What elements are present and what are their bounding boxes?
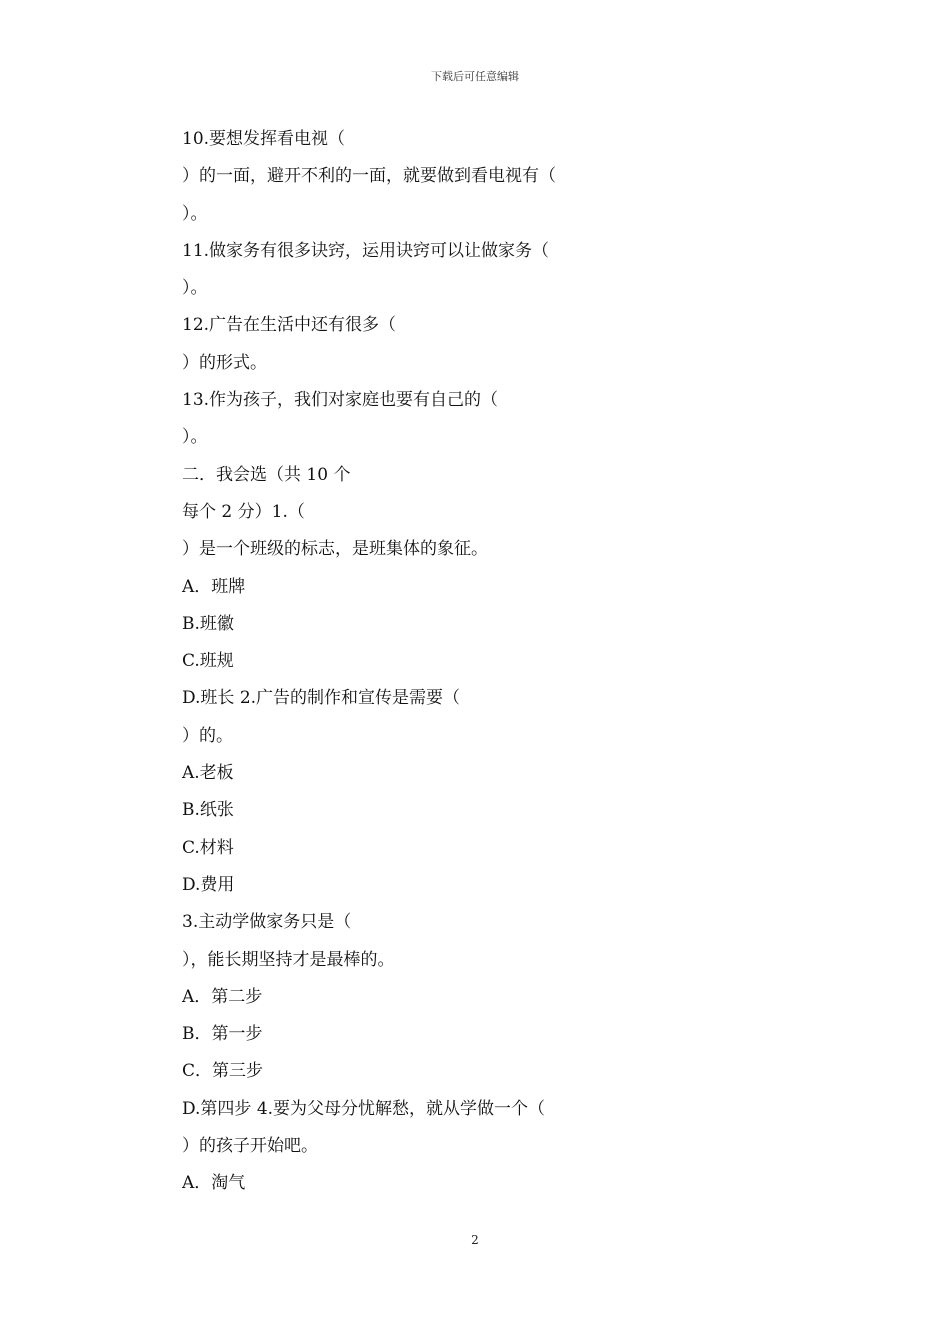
text-line: ）的。 [182,725,233,746]
text-line: ）。 [182,278,208,299]
text-line: ）是一个班级的标志，是班集体的象征。 [182,539,488,560]
option-line: D.班长 2.广告的制作和宣传是需要（ [182,688,461,709]
option-line: B.班徽 [182,613,234,634]
option-line: C．第三步 [182,1061,264,1082]
option-line: A.老板 [182,763,234,784]
option-line: C.班规 [182,651,234,672]
text-line: 12.广告在生活中还有很多（ [182,315,397,336]
text-line: ）的形式。 [182,352,267,373]
option-line: B.纸张 [182,800,234,821]
text-line: ）的一面，避开不利的一面，就要做到看电视有（ [182,166,556,187]
document-body [182,121,822,1203]
option-line: A．班牌 [182,576,246,597]
option-line: C.材料 [182,837,234,858]
text-line: 3.主动学做家务只是（ [182,912,352,933]
text-line: ）。 [182,203,208,224]
option-line: D.费用 [182,874,235,895]
text-line: 11.做家务有很多诀窍，运用诀窍可以让做家务（ [182,240,550,261]
option-line: A．第二步 [182,986,263,1007]
text-line: 10.要想发挥看电视（ [182,129,346,149]
text-line: ）的孩子开始吧。 [182,1136,318,1157]
text-line: ）。 [182,427,208,448]
text-line: 每个 2 分）1.（ [182,501,305,522]
option-line: B．第一步 [182,1024,263,1045]
section-heading: 二．我会选（共 10 个 [182,464,351,485]
option-line: D.第四步 4.要为父母分忧解愁，就从学做一个（ [182,1098,546,1119]
text-line: ），能长期坚持才是最棒的。 [182,949,395,970]
text-line: 13.作为孩子，我们对家庭也要有自己的（ [182,390,499,411]
page-header: 下载后可任意编辑 [431,70,519,83]
option-line: A．淘气 [182,1173,246,1194]
page-number: 2 [471,1233,479,1247]
